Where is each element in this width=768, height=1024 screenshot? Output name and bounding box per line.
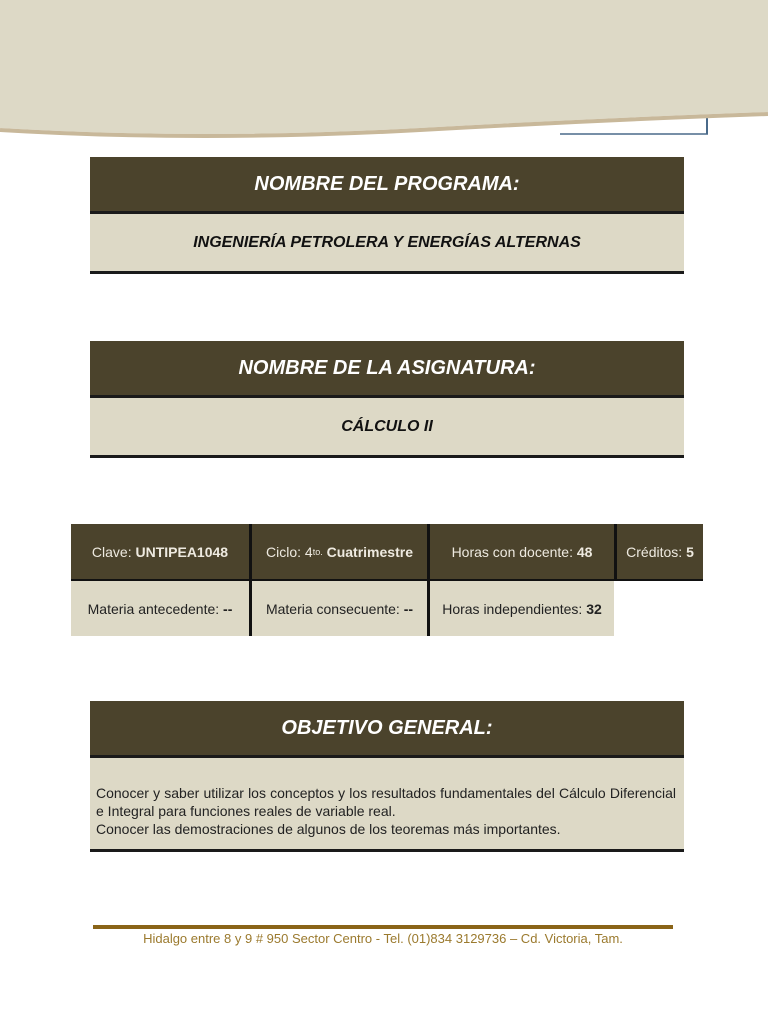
ciclo-value: Cuatrimestre <box>326 543 413 560</box>
subject-box <box>90 341 684 458</box>
creditos-value: 5 <box>686 543 694 560</box>
horas-docente-cell: Horas con docente: 48 <box>427 524 614 579</box>
creditos-cell: Créditos: 5 <box>614 524 703 579</box>
antecedente-cell: Materia antecedente: -- <box>71 581 249 636</box>
footer-address: Hidalgo entre 8 y 9 # 950 Sector Centro - Tel. (01)834 3129736 – Cd. Victoria, Tam. <box>143 931 623 946</box>
ciclo-cell: Ciclo: 4 to. Cuatrimestre <box>249 524 427 579</box>
clave-cell: Clave: UNTIPEA1048 <box>71 524 249 579</box>
consecuente-cell: Materia consecuente: -- <box>249 581 427 636</box>
objective-line: Conocer y saber utilizar los conceptos y los resultados fundamentales del Cálculo Diferencial e Integral para funciones reales de variable real. <box>96 785 676 819</box>
program-title: NOMBRE DEL PROGRAMA: <box>90 157 684 214</box>
antecedente-value: -- <box>223 600 233 617</box>
clave-value: UNTIPEA1048 <box>135 543 229 560</box>
program-box <box>90 157 684 274</box>
subject-name: CÁLCULO II <box>90 398 684 458</box>
program-name: INGENIERÍA PETROLERA Y ENERGÍAS ALTERNAS <box>90 214 684 274</box>
subject-title: NOMBRE DE LA ASIGNATURA: <box>90 341 684 398</box>
info-row <box>71 581 703 636</box>
header-banner <box>0 0 768 150</box>
objective-line: Conocer las demostraciones de algunos de los teoremas más importantes. <box>96 821 561 837</box>
horas-docente-value: 48 <box>576 543 593 560</box>
objective-box <box>90 701 684 852</box>
course-info-table <box>71 524 703 636</box>
info-row <box>71 524 703 581</box>
objective-text <box>90 758 684 852</box>
consecuente-value: -- <box>403 600 414 617</box>
objective-title: OBJETIVO GENERAL: <box>90 701 684 758</box>
footer-divider <box>93 925 673 929</box>
horas-independientes-cell: Horas independientes: 32 <box>427 581 614 636</box>
horas-independientes-value: 32 <box>586 600 602 617</box>
